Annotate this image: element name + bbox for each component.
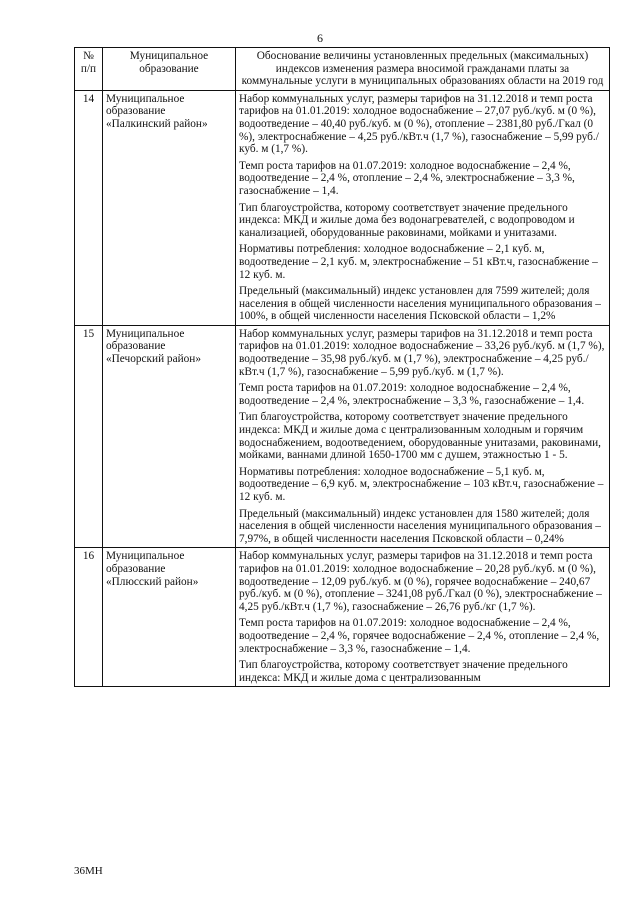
table-row [75,548,610,687]
growth-paragraph: Темп роста тарифов на 01.07.2019: холодное водоснабжение – 2,4 %, водоотведение – 2,4 %, электроснабжение – 3,3 %, газоснабжение – 1,4. [239,382,585,407]
tariffs-paragraph: Набор коммунальных услуг, размеры тарифов на 31.12.2018 и темп роста тарифов на 01.01.2019: холодное водоснабжение – 33,26 руб./куб. м (1,7 %), водоотведение – 35,98 руб./куб. м (1,7 %), электроснабжение – 4,25 руб./кВт.ч (1,7 %), газоснабжение – 5,99 руб./куб. м (1,7 %). [239,327,605,378]
row-municipality: Муниципальное образование «Плюсский район» [103,548,236,687]
header-num: № п/п [75,48,103,91]
norms-paragraph: Нормативы потребления: холодное водоснабжение – 2,1 куб. м, водоотведение – 2,1 куб. м, электроснабжение – 51 кВт.ч, газоснабжение – 12 куб. м. [239,243,598,281]
growth-paragraph: Темп роста тарифов на 01.07.2019: холодное водоснабжение – 2,4 %, водоотведение – 2,4 %, горячее водоснабжение – 2,4 %, отопление – 2,4 %, электроснабжение – 3,3 %, газоснабжение – 1,4. [239,617,600,655]
row-number: 15 [75,325,103,548]
growth-paragraph: Темп роста тарифов на 01.07.2019: холодное водоснабжение – 2,4 %, водоотведение – 2,4 %, отопление – 2,4 %, электроснабжение – 3,3 %, газоснабжение – 1,4. [239,159,575,197]
table-row [75,90,610,325]
header-justification: Обоснование величины установленных предельных (максимальных) индексов изменения размера вносимой гражданами платы за коммунальные услуги в муниципальных образованиях области на 2019 год [236,48,610,91]
table-header-row [75,48,610,91]
row-justification [236,548,610,687]
row-municipality: Муниципальное образование «Печорский район» [103,325,236,548]
amenities-paragraph: Тип благоустройства, которому соответствует значение предельного индекса: МКД и жилые дома с централизованным холодным и горячим водоснабжением, водоотведением, оборудованные унитазами, раковинами, мойками, ваннами длиной 1650-1700 мм с душем, этажностью 1 - 5. [239,411,602,462]
document-code: 36МН [74,865,103,877]
amenities-paragraph: Тип благоустройства, которому соответствует значение предельного индекса: МКД и жилые дома с централизованным [239,659,568,684]
page-number: 6 [317,31,323,45]
header-municipality: Муниципальное образование [103,48,236,91]
row-number: 16 [75,548,103,687]
population-paragraph: Предельный (максимальный) индекс установлен для 1580 жителей; доля населения в общей численности населения муниципального образования – 7,97%, в общей численности населения Псковской области – 0,24% [239,507,601,545]
table-row [75,325,610,548]
tariffs-paragraph: Набор коммунальных услуг, размеры тарифов на 31.12.2018 и темп роста тарифов на 01.01.2019: холодное водоснабжение – 20,28 руб./куб. м (0 %), водоотведение – 12,09 руб./куб. м (0 %), горячее водоснабжение – 240,67 руб./куб. м (0 %), отопление – 3241,08 руб./Гкал (0 %), электроснабжение – 4,25 руб./кВт.ч (1,7 %), газоснабжение – 26,76 руб./кг (1,7 %). [239,550,602,613]
row-justification [236,325,610,548]
norms-paragraph: Нормативы потребления: холодное водоснабжение – 5,1 куб. м, водоотведение – 6,9 куб. м, электроснабжение – 103 кВт.ч, газоснабжение – 12 куб. м. [239,465,604,503]
row-justification [236,90,610,325]
amenities-paragraph: Тип благоустройства, которому соответствует значение предельного индекса: МКД и жилые дома без водонагревателей, с водопроводом и канализацией, оборудованные раковинами, мойками и унитазами. [239,201,575,239]
row-municipality: Муниципальное образование «Палкинский район» [103,90,236,325]
tariffs-paragraph: Набор коммунальных услуг, размеры тарифов на 31.12.2018 и темп роста тарифов на 01.01.2019: холодное водоснабжение – 27,07 руб./куб. м (0 %), водоотведение – 40,40 руб./куб. м (0 %), отопление – 2381,80 руб./Гкал (0 %), электроснабжение – 4,25 руб./кВт.ч (1,7 %), газоснабжение – 5,99 руб./куб. м (1,7 %). [239,92,599,156]
population-paragraph: Предельный (максимальный) индекс установлен для 7599 жителей; доля населения в общей численности населения муниципального образования – 100%, в общей численности населения Псковской области – 1,2% [239,285,601,323]
row-number: 14 [75,90,103,325]
tariff-index-table [74,47,610,687]
